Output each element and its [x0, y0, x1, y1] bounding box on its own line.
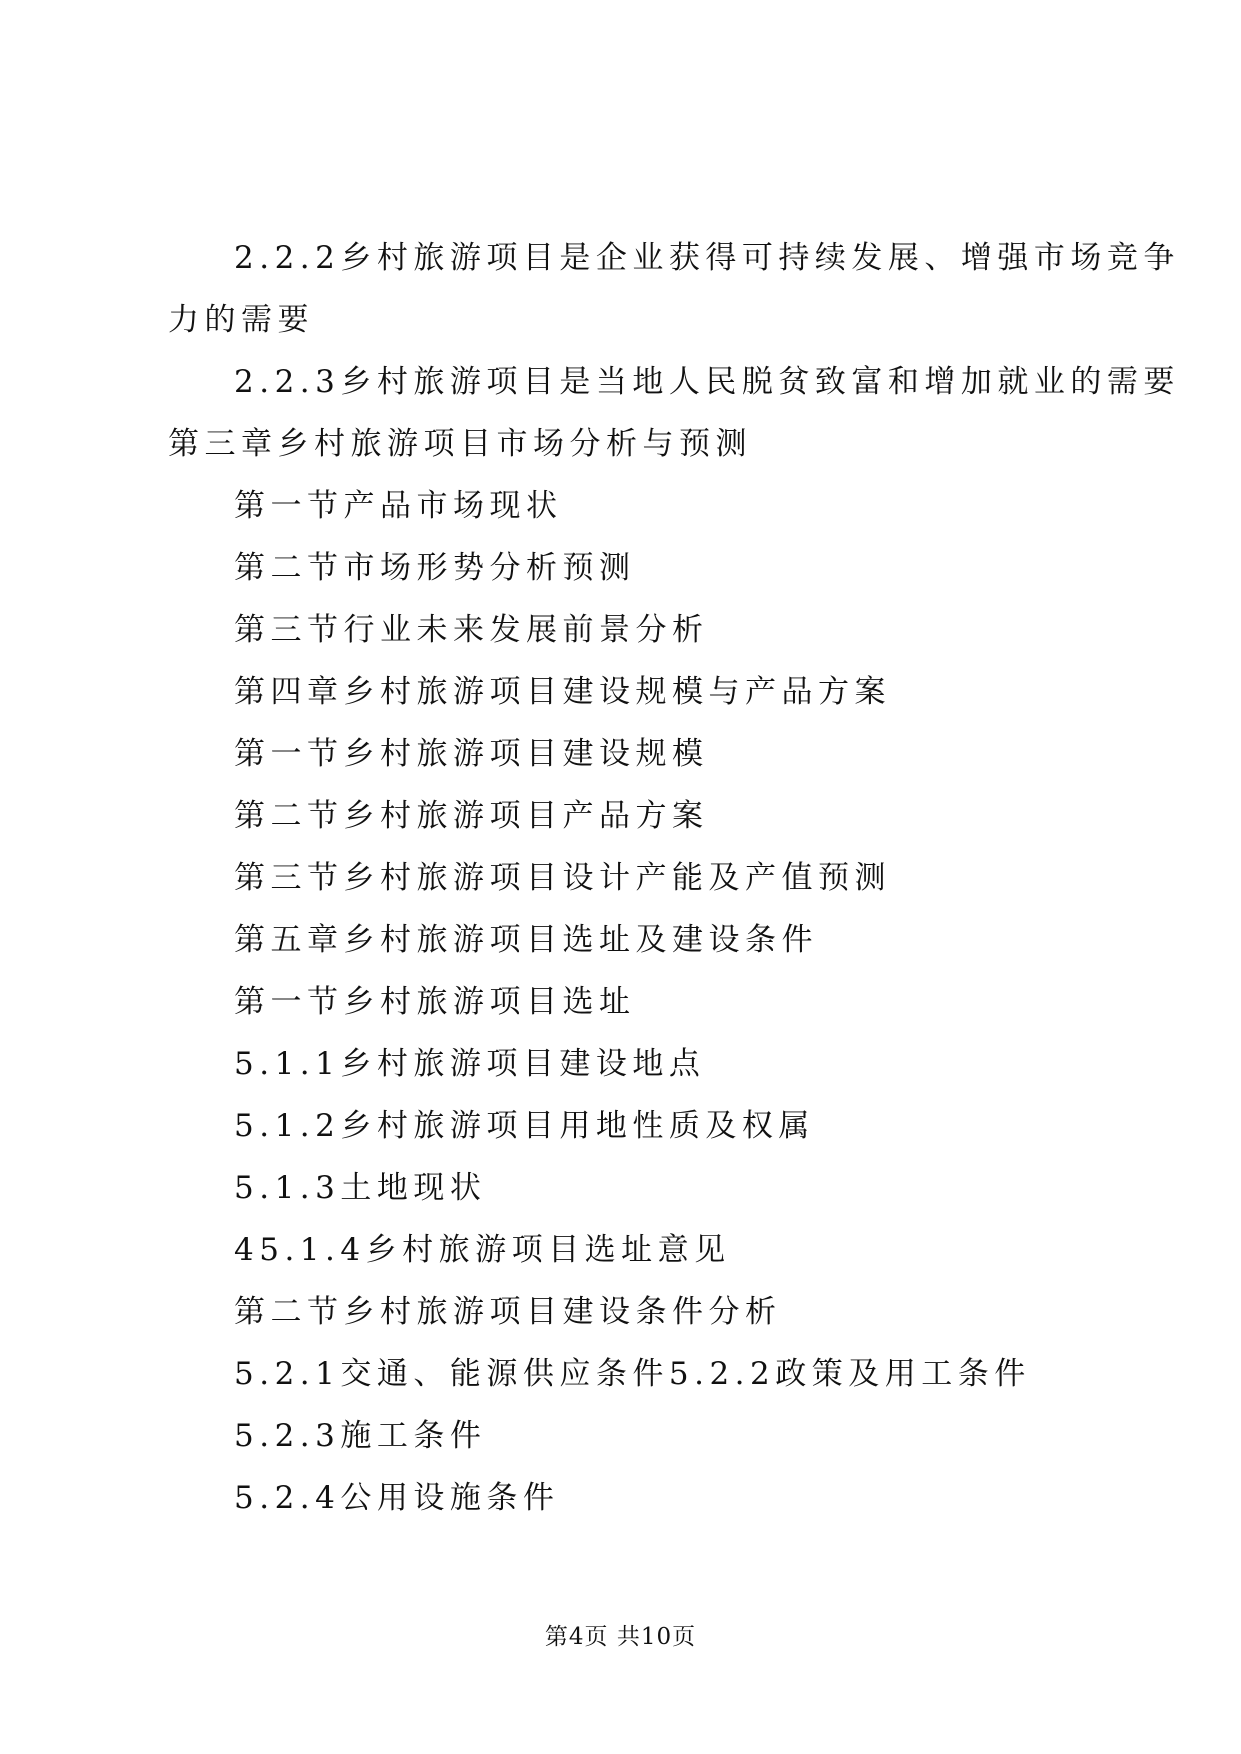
- subsection-item: 5.2.1交通、能源供应条件5.2.2政策及用工条件: [234, 1356, 1031, 1392]
- text-line: 力的需要: [168, 302, 314, 338]
- section-heading: 第二节乡村旅游项目建设条件分析: [234, 1294, 782, 1330]
- section-heading: 第三节乡村旅游项目设计产能及产值预测: [234, 860, 891, 896]
- section-heading: 第二节市场形势分析预测: [234, 550, 636, 586]
- text-line: 2.2.3乡村旅游项目是当地人民脱贫致富和增加就业的需要: [234, 364, 1180, 400]
- chapter-heading: 第四章乡村旅游项目建设规模与产品方案: [234, 674, 891, 710]
- chapter-heading: 第五章乡村旅游项目选址及建设条件: [234, 922, 818, 958]
- section-heading: 第二节乡村旅游项目产品方案: [234, 798, 709, 834]
- section-heading: 第一节产品市场现状: [234, 488, 563, 524]
- text-line: 2.2.2乡村旅游项目是企业获得可持续发展、增强市场竞争: [234, 240, 1180, 276]
- subsection-item: 5.2.4公用设施条件: [234, 1480, 560, 1516]
- section-heading: 第一节乡村旅游项目建设规模: [234, 736, 709, 772]
- section-heading: 第一节乡村旅游项目选址: [234, 984, 636, 1020]
- subsection-item: 5.2.3施工条件: [234, 1418, 487, 1454]
- subsection-item: 45.1.4乡村旅游项目选址意见: [234, 1232, 731, 1268]
- page-number-footer: 第4页 共10页: [544, 1624, 697, 1650]
- subsection-item: 5.1.3土地现状: [234, 1170, 487, 1206]
- chapter-heading: 第三章乡村旅游项目市场分析与预测: [168, 426, 752, 462]
- subsection-item: 5.1.1乡村旅游项目建设地点: [234, 1046, 706, 1082]
- section-heading: 第三节行业未来发展前景分析: [234, 612, 709, 648]
- subsection-item: 5.1.2乡村旅游项目用地性质及权属: [234, 1108, 815, 1144]
